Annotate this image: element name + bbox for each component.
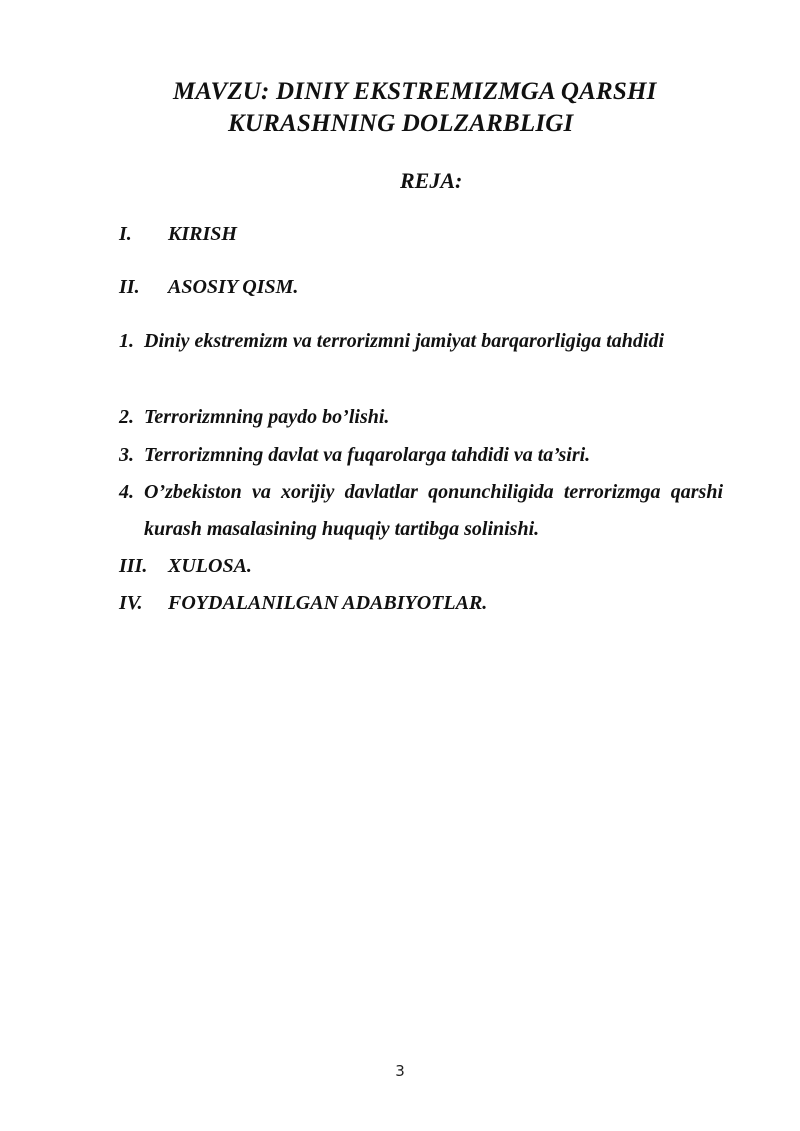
section-label: KIRISH <box>168 223 237 245</box>
section-number: III. <box>119 555 148 577</box>
item-text: Terrorizmning paydo bo’lishi. <box>144 406 390 428</box>
section-number: IV. <box>119 592 143 614</box>
item-text: Terrorizmning davlat va fuqarolarga tahdidi va ta’siri. <box>144 444 591 466</box>
section-kirish <box>119 223 237 246</box>
section-number: I. <box>119 223 132 245</box>
item-number: 3. <box>119 444 134 466</box>
section-number: II. <box>119 276 140 298</box>
section-xulosa <box>119 555 252 578</box>
section-adabiyotlar <box>119 592 487 615</box>
list-item-4 <box>119 474 723 548</box>
section-label: ASOSIY QISM. <box>168 276 299 298</box>
item-number: 4. <box>119 481 134 503</box>
plan-heading: REJA: <box>400 168 463 193</box>
item-number: 2. <box>119 406 134 428</box>
item-text: Diniy ekstremizm va terrorizmni jamiyat barqarorligiga tahdidi <box>144 330 665 352</box>
section-asosiy-qism <box>119 276 298 299</box>
title-line-1: MAVZU: DINIY EKSTREMIZMGA QARSHI <box>173 78 657 105</box>
list-item-1 <box>119 323 723 360</box>
section-label: FOYDALANILGAN ADABIYOTLAR. <box>168 592 488 614</box>
item-number: 1. <box>119 330 134 352</box>
page-number: 3 <box>395 1062 405 1080</box>
list-item-3 <box>119 437 723 474</box>
item-text: O’zbekiston va xorijiy davlatlar qonunchiligida terrorizmga qarshi kurash masalasining huquqiy tartibga solinishi. <box>144 481 723 540</box>
list-item-2 <box>119 399 723 436</box>
title-line-2: KURASHNING DOLZARBLIGI <box>228 110 574 137</box>
section-label: XULOSA. <box>168 555 252 577</box>
